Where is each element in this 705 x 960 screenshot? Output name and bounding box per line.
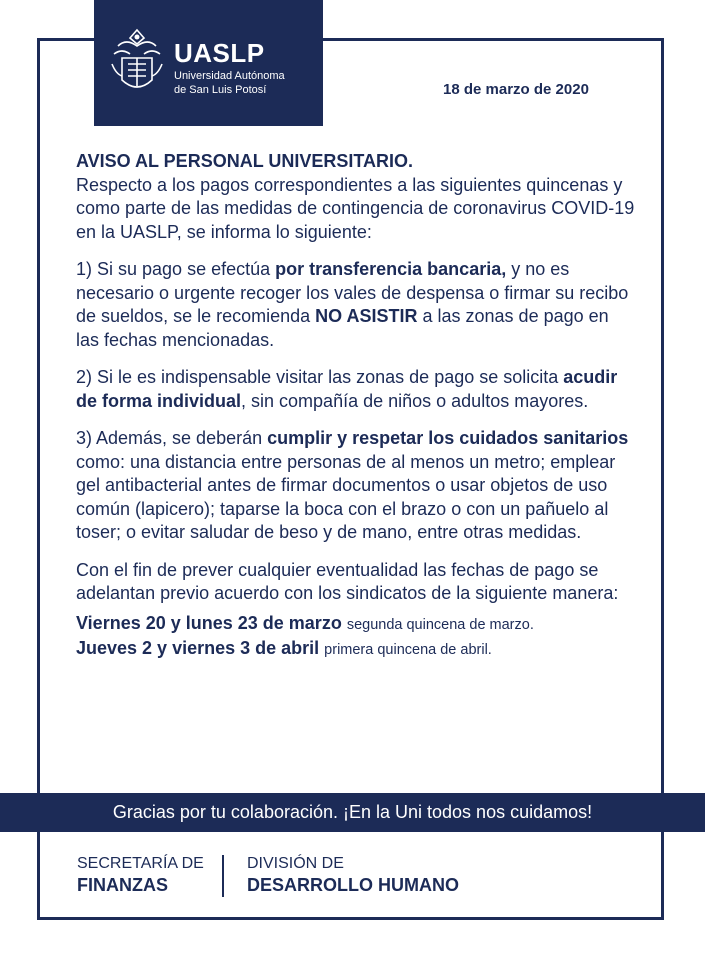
notice-intro <box>76 150 636 244</box>
footer-division <box>247 855 459 896</box>
schedule-dates: Jueves 2 y viernes 3 de abril <box>76 638 320 658</box>
intro-text: Respecto a los pagos correspondientes a las siguientes quincenas y como parte de las medidas de contingencia de coronavirus COVID-19 en la UASLP, se informa lo siguiente: <box>76 174 635 242</box>
item-emphasis: cumplir y respetar los cuidados sanitarios <box>267 428 629 448</box>
footer-secretaria <box>77 855 204 896</box>
notice-item-1 <box>76 258 636 352</box>
item-text: 3) Además, se deberán <box>76 428 268 448</box>
footer-line-bold: DESARROLLO HUMANO <box>247 875 459 895</box>
item-text: 1) Si su pago se efectúa <box>76 259 276 279</box>
footer-divider <box>222 855 224 897</box>
schedule-desc: primera quincena de abril. <box>324 642 492 658</box>
item-text: , sin compañía de niños o adultos mayores. <box>241 390 589 411</box>
item-emphasis: acudir de forma individual <box>76 367 618 411</box>
item-text: 2) Si le es indispensable visitar las zonas de pago se solicita <box>76 367 564 387</box>
thanks-banner: Gracias por tu colaboración. ¡En la Uni todos nos cuidamos! <box>0 793 705 832</box>
notice-closing: Con el fin de prever cualquier eventualidad las fechas de pago se adelantan previo acuerdo con los sindicatos de la siguiente manera: <box>76 559 619 603</box>
item-text: como: una distancia entre personas de al menos un metro; emplear gel antibacterial antes de firmar documentos o usar objetos de uso común (lapicero); taparse la boca con el brazo o con un pañuelo al toser; o evitar saludar de beso y de mano, entre otras medidas. <box>76 451 616 542</box>
notice-item-3 <box>76 427 636 545</box>
item-emphasis: NO ASISTIR <box>315 306 418 326</box>
notice-item-2 <box>76 366 636 413</box>
notice-date: 18 de marzo de 2020 <box>443 81 589 98</box>
footer-line-bold: FINANZAS <box>77 875 168 895</box>
schedule-row <box>76 637 636 663</box>
notice-body <box>76 150 636 663</box>
notice-heading: AVISO AL PERSONAL UNIVERSITARIO. <box>76 151 414 171</box>
university-crest-icon <box>108 24 166 100</box>
schedule-dates: Viernes 20 y lunes 23 de marzo <box>76 612 342 633</box>
logo-subtitle: Universidad Autónoma <box>174 70 285 82</box>
item-text: y no es necesario o urgente recoger los vales de despensa o firmar su recibo de sueldos, se le recomienda <box>76 259 629 326</box>
footer-line: SECRETARÍA DE <box>77 855 204 872</box>
uaslp-logo <box>94 0 323 126</box>
item-emphasis: por transferencia bancaria, <box>275 259 507 279</box>
logo-subtitle: de San Luis Potosí <box>174 84 267 96</box>
item-text: a las zonas de pago en las fechas mencionadas. <box>76 306 609 350</box>
schedule-desc: segunda quincena de marzo. <box>346 616 534 633</box>
footer-line: DIVISIÓN DE <box>247 855 344 872</box>
schedule-row <box>76 612 636 638</box>
logo-name: UASLP <box>174 38 265 68</box>
